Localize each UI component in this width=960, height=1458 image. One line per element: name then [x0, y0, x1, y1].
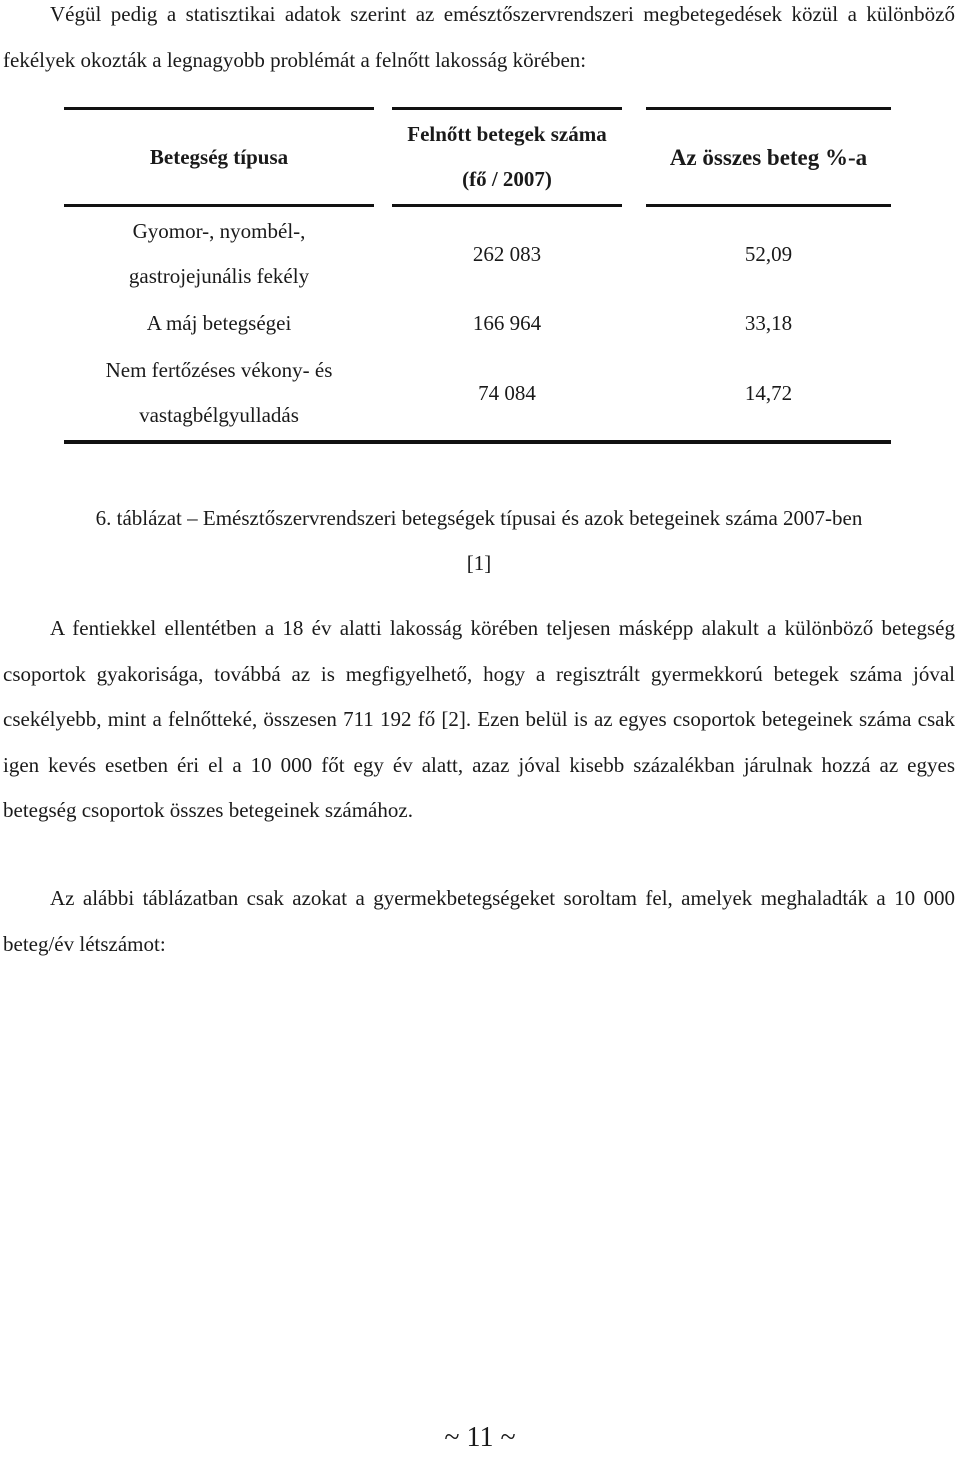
- table-header-row: [64, 109, 891, 206]
- header-count-line2: (fő / 2007): [462, 167, 552, 191]
- page-number: ~ 11 ~: [444, 1422, 516, 1453]
- table-caption: [3, 496, 955, 586]
- row-percent: 33,18: [744, 311, 793, 335]
- row-name-line2: gastrojejunális fekély: [128, 264, 310, 288]
- row-gap: [622, 301, 646, 346]
- row-count: 262 083: [392, 206, 622, 302]
- row-percent: 14,72: [646, 346, 891, 442]
- table-row: [64, 206, 891, 302]
- row-gap: [622, 346, 646, 442]
- row-count: 166 964: [472, 311, 542, 335]
- header-gap: [622, 109, 646, 206]
- row-gap: [374, 301, 392, 346]
- body-paragraph-2: Az alábbi táblázatban csak azokat a gyermekbetegségeket soroltam fel, amelyek meghaladták a 10 000 beteg/év létszámot:: [3, 886, 955, 956]
- table-row: [64, 301, 891, 346]
- row-count: 74 084: [392, 346, 622, 442]
- row-gap: [374, 346, 392, 442]
- table-row: [64, 346, 891, 442]
- row-gap: [374, 206, 392, 302]
- caption-line1: 6. táblázat – Emésztőszervrendszeri betegségek típusai és azok betegeinek száma 2007-ben: [95, 506, 863, 530]
- row-name-line1: A máj betegségei: [146, 311, 292, 335]
- header-percent: Az összes beteg %-a: [646, 109, 891, 206]
- row-name: [64, 301, 374, 346]
- header-type: Betegség típusa: [64, 109, 374, 206]
- row-name: [64, 346, 374, 442]
- header-count-line1: Felnőtt betegek száma: [407, 122, 607, 146]
- disease-table: [64, 107, 891, 444]
- row-percent: 52,09: [646, 206, 891, 302]
- caption-reference: [1]: [466, 551, 492, 575]
- row-name-line1: Nem fertőzéses vékony- és: [105, 358, 333, 382]
- header-count: [392, 109, 622, 206]
- body-paragraph-1: A fentiekkel ellentétben a 18 év alatti lakosság körében teljesen másképp alakult a különböző betegség csoportok gyakorisága, továbbá az is megfigyelhető, hogy a regisztrált gyermekkorú betegek száma jóval csekélyebb, mint a felnőtteké, összesen 711 192 fő [2]. Ezen belül is az egyes csoportok betegeinek száma csak igen kevés esetben éri el a 10 000 főt egy év alatt, azaz jóval kisebb százalékban járulnak hozzá az egyes betegség csoportok összes betegeinek számához.: [3, 616, 955, 822]
- row-name-line1: Gyomor-, nyombél-,: [132, 219, 306, 243]
- row-name-line2: vastagbélgyulladás: [139, 403, 299, 427]
- row-name: [64, 206, 374, 302]
- row-gap: [622, 206, 646, 302]
- intro-paragraph: Végül pedig a statisztikai adatok szerint az emésztőszervrendszeri megbetegedések közül a különböző fekélyek okozták a legnagyobb problémát a felnőtt lakosság körében:: [3, 2, 955, 72]
- header-gap: [374, 109, 392, 206]
